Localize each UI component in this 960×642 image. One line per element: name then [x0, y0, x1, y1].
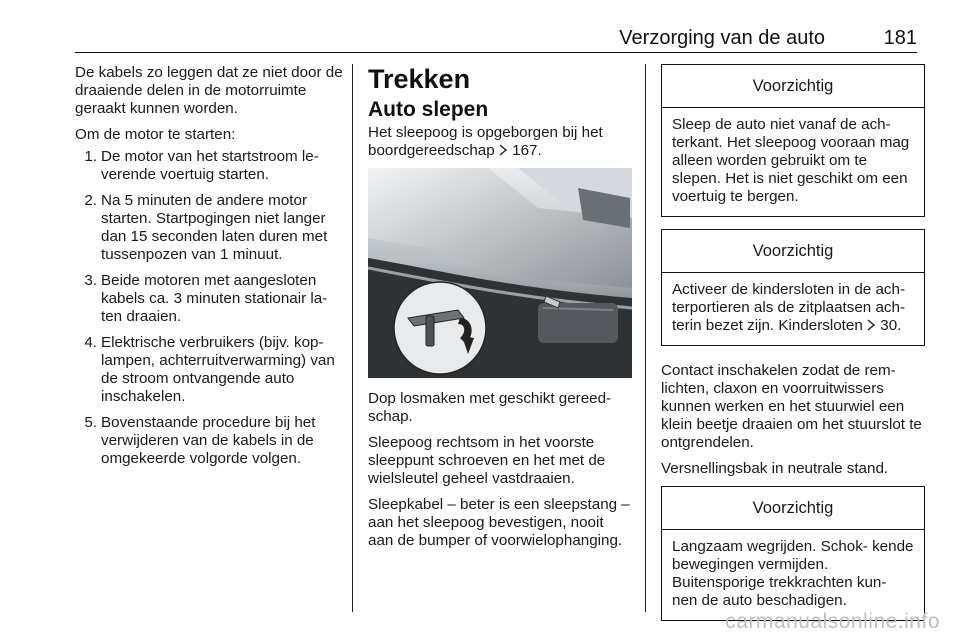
column-3	[661, 64, 925, 633]
list-item: 5. Bovenstaande procedure bij het verwijderen van de kabels in de omgekeerde volgorde volgen.	[84, 414, 316, 467]
caution-title: Voorzichtig	[662, 65, 924, 108]
cable-paragraph: Sleepkabel – beter is een sleepstang – aan het sleepoog bevestigen, nooit aan de bumper of voorwielophanging.	[368, 496, 630, 549]
page-title: Verzorging van de auto	[619, 27, 825, 49]
list-item: 3. Beide motoren met aangesloten kabels ca. 3 minuten stationair la- ten draaien.	[84, 272, 328, 325]
section-subheading: Auto slepen	[368, 98, 489, 121]
caution-box-3	[661, 486, 925, 621]
intro-paragraph: De kabels zo leggen dat ze niet door de draaiende delen in de motorruimte geraakt kunnen worden.	[75, 64, 343, 117]
tow-eye-illustration	[368, 168, 632, 378]
page-number: 181	[883, 27, 917, 49]
watermark: carmanualsonline.info	[725, 610, 940, 633]
caution-title: Voorzichtig	[662, 230, 924, 273]
start-label: Om de motor te starten:	[75, 126, 236, 143]
caution-title: Voorzichtig	[662, 487, 924, 530]
column-divider-left	[352, 64, 353, 612]
tow-eye-paragraph: Het sleepoog is opgeborgen bij het boordgereedschap 167.	[368, 124, 603, 159]
section-heading: Trekken	[368, 64, 471, 94]
cap-paragraph: Dop losmaken met geschikt gereed- schap.	[368, 390, 612, 425]
page-ref-arrow-icon	[867, 317, 876, 335]
list-item: 2. Na 5 minuten de andere motor starten. Startpogingen niet langer dan 15 seconden laten duren met tussenpozen van 1 minuut.	[84, 192, 328, 263]
screw-paragraph: Sleepoog rechtsom in het voorste sleeppunt schroeven en het met de wielsleutel geheel vastdraaien.	[368, 434, 606, 487]
caution-body: Sleep de auto niet vanaf de ach- terkant. Het sleepoog vooraan mag alleen worden gebruikt om te slepen. Het is niet geschikt om een voertuig te bergen.	[672, 116, 910, 205]
column-1	[75, 64, 345, 476]
caution-box-1	[661, 64, 925, 217]
start-steps-list	[75, 148, 345, 468]
caution-body: Activeer de kindersloten in de ach- terportieren als de zitplaatsen ach- terin bezet zijn. Kindersloten 30.	[672, 281, 906, 334]
neutral-paragraph: Versnellingsbak in neutrale stand.	[661, 460, 889, 477]
list-item: 1. De motor van het startstroom le- verende voertuig starten.	[84, 148, 319, 183]
page-ref-arrow-icon	[499, 142, 508, 160]
caution-box-2	[661, 229, 925, 346]
caution-body: Langzaam wegrijden. Schok- kende bewegingen vermijden. Buitensporige trekkrachten kun- nen de auto beschadigen.	[672, 538, 914, 609]
tow-eye-photo	[368, 168, 632, 378]
column-2	[368, 64, 632, 558]
page-header	[75, 22, 917, 53]
column-divider-right	[645, 64, 646, 612]
ignition-paragraph: Contact inschakelen zodat de rem- lichten, claxon en voorruitwissers kunnen werken en het stuurwiel een klein beetje draaien om het stuurslot te ontgrendelen.	[661, 362, 922, 451]
list-item: 4. Elektrische verbruikers (bijv. kop- lampen, achterruitverwarming) van de stroom ontvangende auto inschakelen.	[84, 334, 335, 405]
